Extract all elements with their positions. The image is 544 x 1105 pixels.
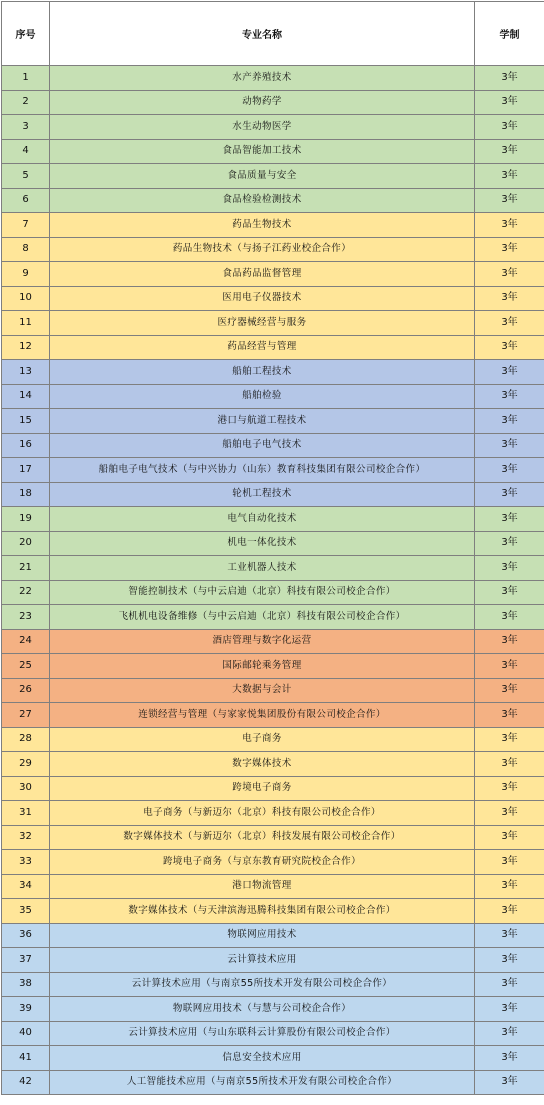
table-row <box>2 1070 544 1095</box>
row-major-name: 连锁经营与管理（与家家悦集团股份有限公司校企合作） <box>50 703 475 728</box>
row-index: 21 <box>2 556 50 581</box>
table-row <box>2 972 544 997</box>
row-duration: 3年 <box>475 164 544 189</box>
row-duration: 3年 <box>475 482 544 507</box>
table-row <box>2 580 544 605</box>
table-row <box>2 66 544 91</box>
table-row <box>2 482 544 507</box>
row-index: 38 <box>2 972 50 997</box>
row-duration: 3年 <box>475 752 544 777</box>
row-index: 32 <box>2 825 50 850</box>
table-row <box>2 629 544 654</box>
table-row <box>2 164 544 189</box>
row-major-name: 食品质量与安全 <box>50 164 475 189</box>
row-duration: 3年 <box>475 678 544 703</box>
table-row <box>2 335 544 360</box>
row-major-name: 电子商务（与新迈尔（北京）科技有限公司校企合作） <box>50 801 475 826</box>
table-row <box>2 360 544 385</box>
row-major-name: 物联网应用技术 <box>50 923 475 948</box>
table-row <box>2 801 544 826</box>
row-index: 12 <box>2 335 50 360</box>
table-row <box>2 458 544 483</box>
row-duration: 3年 <box>475 801 544 826</box>
row-major-name: 电子商务 <box>50 727 475 752</box>
row-duration: 3年 <box>475 899 544 924</box>
row-major-name: 跨境电子商务（与京东教育研究院校企合作） <box>50 850 475 875</box>
header-major-name: 专业名称 <box>50 2 475 66</box>
row-index: 39 <box>2 997 50 1022</box>
row-index: 36 <box>2 923 50 948</box>
row-major-name: 跨境电子商务 <box>50 776 475 801</box>
row-duration: 3年 <box>475 311 544 336</box>
row-major-name: 动物药学 <box>50 90 475 115</box>
row-duration: 3年 <box>475 874 544 899</box>
table-row <box>2 997 544 1022</box>
row-index: 19 <box>2 507 50 532</box>
row-major-name: 船舶电子电气技术 <box>50 433 475 458</box>
table-row <box>2 90 544 115</box>
table-row <box>2 874 544 899</box>
row-duration: 3年 <box>475 1046 544 1071</box>
table-row <box>2 850 544 875</box>
row-major-name: 港口与航道工程技术 <box>50 409 475 434</box>
row-duration: 3年 <box>475 605 544 630</box>
table-row <box>2 433 544 458</box>
row-index: 11 <box>2 311 50 336</box>
row-major-name: 食品智能加工技术 <box>50 139 475 164</box>
row-major-name: 云计算技术应用（与南京55所技术开发有限公司校企合作） <box>50 972 475 997</box>
table-row <box>2 262 544 287</box>
row-duration: 3年 <box>475 556 544 581</box>
table-row <box>2 923 544 948</box>
table-row <box>2 139 544 164</box>
row-major-name: 大数据与会计 <box>50 678 475 703</box>
row-major-name: 船舶电子电气技术（与中兴协力（山东）教育科技集团有限公司校企合作） <box>50 458 475 483</box>
header-duration: 学制 <box>475 2 544 66</box>
table-row <box>2 1046 544 1071</box>
row-duration: 3年 <box>475 948 544 973</box>
table-row <box>2 605 544 630</box>
table-row <box>2 115 544 140</box>
row-major-name: 医用电子仪器技术 <box>50 286 475 311</box>
table-row <box>2 752 544 777</box>
table-row <box>2 556 544 581</box>
row-index: 24 <box>2 629 50 654</box>
row-duration: 3年 <box>475 433 544 458</box>
row-index: 16 <box>2 433 50 458</box>
row-duration: 3年 <box>475 654 544 679</box>
table-row <box>2 727 544 752</box>
row-major-name: 食品药品监督管理 <box>50 262 475 287</box>
row-major-name: 数字媒体技术（与天津滨海迅腾科技集团有限公司校企合作） <box>50 899 475 924</box>
row-duration: 3年 <box>475 972 544 997</box>
row-duration: 3年 <box>475 139 544 164</box>
row-major-name: 药品生物技术 <box>50 213 475 238</box>
row-index: 13 <box>2 360 50 385</box>
row-index: 4 <box>2 139 50 164</box>
row-duration: 3年 <box>475 850 544 875</box>
row-major-name: 数字媒体技术（与新迈尔（北京）科技发展有限公司校企合作） <box>50 825 475 850</box>
row-index: 31 <box>2 801 50 826</box>
row-major-name: 物联网应用技术（与慧与公司校企合作） <box>50 997 475 1022</box>
row-duration: 3年 <box>475 66 544 91</box>
row-index: 33 <box>2 850 50 875</box>
row-index: 9 <box>2 262 50 287</box>
table-row <box>2 507 544 532</box>
row-index: 40 <box>2 1021 50 1046</box>
row-index: 26 <box>2 678 50 703</box>
row-index: 34 <box>2 874 50 899</box>
row-index: 3 <box>2 115 50 140</box>
table-row <box>2 825 544 850</box>
row-index: 10 <box>2 286 50 311</box>
row-duration: 3年 <box>475 188 544 213</box>
row-duration: 3年 <box>475 825 544 850</box>
row-duration: 3年 <box>475 213 544 238</box>
row-major-name: 机电一体化技术 <box>50 531 475 556</box>
row-duration: 3年 <box>475 776 544 801</box>
row-index: 37 <box>2 948 50 973</box>
table-row <box>2 286 544 311</box>
row-index: 29 <box>2 752 50 777</box>
row-duration: 3年 <box>475 580 544 605</box>
row-index: 6 <box>2 188 50 213</box>
row-duration: 3年 <box>475 335 544 360</box>
table-row <box>2 237 544 262</box>
row-major-name: 船舶检验 <box>50 384 475 409</box>
row-index: 27 <box>2 703 50 728</box>
table-row <box>2 776 544 801</box>
table-body <box>2 66 544 1095</box>
row-duration: 3年 <box>475 629 544 654</box>
row-major-name: 水产养殖技术 <box>50 66 475 91</box>
row-duration: 3年 <box>475 923 544 948</box>
row-duration: 3年 <box>475 531 544 556</box>
table-row <box>2 409 544 434</box>
row-major-name: 人工智能技术应用（与南京55所技术开发有限公司校企合作） <box>50 1070 475 1095</box>
row-index: 8 <box>2 237 50 262</box>
row-index: 28 <box>2 727 50 752</box>
row-index: 14 <box>2 384 50 409</box>
table-row <box>2 948 544 973</box>
row-major-name: 云计算技术应用（与山东联科云计算股份有限公司校企合作） <box>50 1021 475 1046</box>
row-major-name: 港口物流管理 <box>50 874 475 899</box>
table-row <box>2 384 544 409</box>
table-row <box>2 678 544 703</box>
row-duration: 3年 <box>475 507 544 532</box>
table-row <box>2 213 544 238</box>
row-duration: 3年 <box>475 458 544 483</box>
row-major-name: 电气自动化技术 <box>50 507 475 532</box>
row-duration: 3年 <box>475 384 544 409</box>
table-row <box>2 188 544 213</box>
row-index: 7 <box>2 213 50 238</box>
table-row <box>2 703 544 728</box>
row-index: 2 <box>2 90 50 115</box>
row-index: 35 <box>2 899 50 924</box>
table-header-row <box>2 2 544 66</box>
row-duration: 3年 <box>475 1021 544 1046</box>
row-index: 25 <box>2 654 50 679</box>
row-duration: 3年 <box>475 90 544 115</box>
row-major-name: 国际邮轮乘务管理 <box>50 654 475 679</box>
row-index: 22 <box>2 580 50 605</box>
row-duration: 3年 <box>475 409 544 434</box>
row-major-name: 水生动物医学 <box>50 115 475 140</box>
row-duration: 3年 <box>475 1070 544 1095</box>
row-duration: 3年 <box>475 237 544 262</box>
row-duration: 3年 <box>475 262 544 287</box>
header-index: 序号 <box>2 2 50 66</box>
row-major-name: 酒店管理与数字化运营 <box>50 629 475 654</box>
majors-table <box>1 1 544 1095</box>
table-row <box>2 531 544 556</box>
row-duration: 3年 <box>475 115 544 140</box>
row-major-name: 数字媒体技术 <box>50 752 475 777</box>
row-index: 30 <box>2 776 50 801</box>
row-duration: 3年 <box>475 703 544 728</box>
row-major-name: 船舶工程技术 <box>50 360 475 385</box>
table-row <box>2 311 544 336</box>
row-duration: 3年 <box>475 360 544 385</box>
row-index: 23 <box>2 605 50 630</box>
row-major-name: 云计算技术应用 <box>50 948 475 973</box>
row-major-name: 药品生物技术（与扬子江药业校企合作） <box>50 237 475 262</box>
table-row <box>2 1021 544 1046</box>
table-row <box>2 654 544 679</box>
row-major-name: 食品检验检测技术 <box>50 188 475 213</box>
row-index: 42 <box>2 1070 50 1095</box>
table-row <box>2 899 544 924</box>
row-index: 41 <box>2 1046 50 1071</box>
row-major-name: 信息安全技术应用 <box>50 1046 475 1071</box>
row-index: 17 <box>2 458 50 483</box>
row-index: 18 <box>2 482 50 507</box>
row-major-name: 工业机器人技术 <box>50 556 475 581</box>
row-major-name: 飞机机电设备维修（与中云启迪（北京）科技有限公司校企合作） <box>50 605 475 630</box>
row-index: 20 <box>2 531 50 556</box>
row-duration: 3年 <box>475 727 544 752</box>
row-major-name: 轮机工程技术 <box>50 482 475 507</box>
row-major-name: 智能控制技术（与中云启迪（北京）科技有限公司校企合作） <box>50 580 475 605</box>
row-major-name: 药品经营与管理 <box>50 335 475 360</box>
row-duration: 3年 <box>475 286 544 311</box>
row-index: 5 <box>2 164 50 189</box>
row-duration: 3年 <box>475 997 544 1022</box>
row-major-name: 医疗器械经营与服务 <box>50 311 475 336</box>
row-index: 15 <box>2 409 50 434</box>
row-index: 1 <box>2 66 50 91</box>
